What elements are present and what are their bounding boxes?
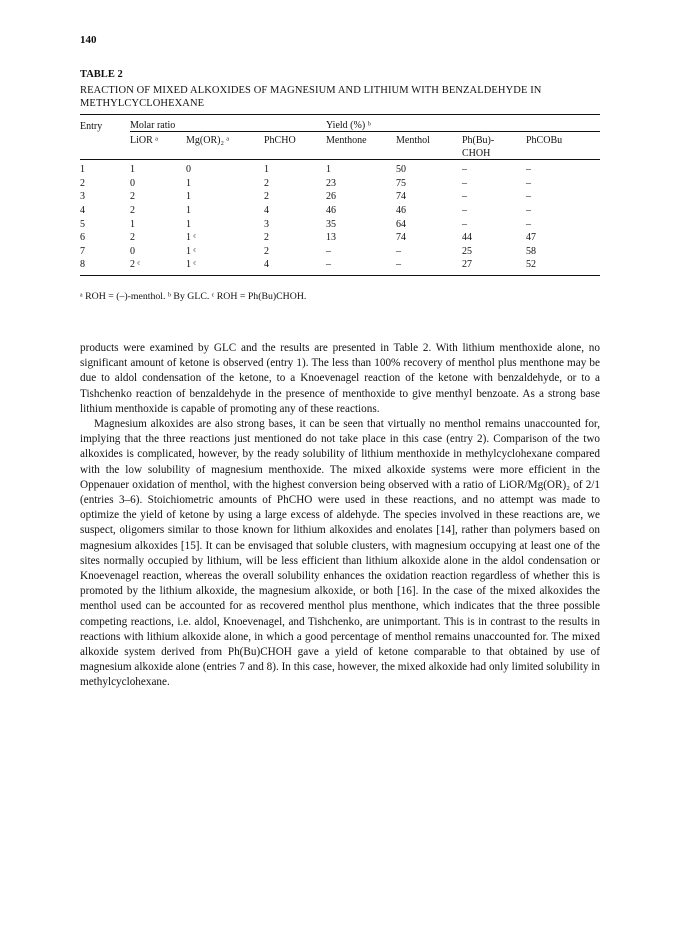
cell-lior: 2 (130, 191, 135, 203)
cell-phcobu: 47 (526, 232, 536, 244)
cell-menthone: 35 (326, 218, 336, 230)
table-row (80, 217, 600, 231)
table-row (80, 245, 600, 259)
cell-phbu: 25 (462, 245, 472, 257)
table-footnotes: ᵃ ROH = (–)-menthol. ᵇ By GLC. ᶜ ROH = Ph(Bu)CHOH. (80, 291, 307, 302)
cell-menthol: – (396, 245, 401, 257)
cell-phcho: 4 (264, 205, 269, 217)
table-row (80, 258, 600, 272)
cell-menthol: 64 (396, 218, 406, 230)
cell-phbu: – (462, 177, 467, 189)
cell-phbu: 44 (462, 232, 472, 244)
cell-mgor: 1 (186, 218, 191, 230)
header-mgor: Mg(OR)₂ ᵃ (186, 135, 230, 146)
cell-lior: 0 (130, 177, 135, 189)
cell-menthone: 46 (326, 205, 336, 217)
cell-phbu: – (462, 191, 467, 203)
results-table-body (80, 160, 600, 272)
header-menthone: Menthone (326, 135, 367, 146)
cell-entry: 1 (80, 164, 85, 176)
cell-menthone: – (326, 245, 331, 257)
cell-mgor: 1 (186, 205, 191, 217)
header-lior: LiOR ᵃ (130, 135, 159, 146)
cell-menthol: – (396, 259, 401, 271)
cell-mgor: 1 (186, 191, 191, 203)
cell-menthone: – (326, 259, 331, 271)
cell-entry: 7 (80, 245, 85, 257)
table-row (80, 231, 600, 245)
header-phbu-2: CHOH (462, 148, 491, 159)
header-phcho: PhCHO (264, 135, 296, 146)
header-phbu-1: Ph(Bu)- (462, 135, 495, 146)
header-phcobu: PhCOBu (526, 135, 563, 146)
cell-entry: 6 (80, 232, 85, 244)
cell-entry: 3 (80, 191, 85, 203)
cell-phcho: 2 (264, 245, 269, 257)
cell-phcho: 4 (264, 259, 269, 271)
cell-phcho: 1 (264, 164, 269, 176)
cell-phcobu: – (526, 191, 531, 203)
paragraph-2: Magnesium alkoxides are also strong bases, it can be seen that virtually no menthol remains unaccounted for, implying that the three reactions just mentioned do not take place in this case (entry 2). Comparison of the two alkoxides is complicated, however, by the ready solubility of lithium menthoxide in methylcyclohexane compared with the low solubility of magnesium menthoxide. The mixed alkoxide systems were more efficient in the Oppenauer oxidation of menthol, with the highest conversion being observed with a ratio of LiOR/Mg(OR)₂ of 2/1 (entries 3–6). Stoichiometric amounts of PhCHO were used in these reactions, and no attempt was made to optimize the yield of ketone by using a large excess of aldehyde. The species involved in these reactions are, we suspect, oligomers similar to those known for lithium alkoxides and enolates [14], rather than polymers based on magnesium alkoxides [15]. It can be envisaged that soluble clusters, with magnesium occupying at least one of the sites normally occupied by lithium, will be less efficient than lithium alkoxide alone in the aldol condensation or Knoevenagel reaction, whereas the overall solubility enhances the oxidation reaction regardless of whether this is promoted by the lithium alkoxide, the magnesium alkoxide, or both [16]. In the case of the mixed alkoxides the menthol used can be accounted for as recovered menthol plus menthone, which indicates that the three possible competing reactions, i.e. aldol, Knoevenagel, and Tishchenko, are unimportant. This is in contrast to the results in reactions with lithium alkoxide alone, in which a good percentage of menthol remains unaccounted for. The mixed alkoxide system derived from Ph(Bu)CHOH gave a yield of ketone comparable to that obtained by use of magnesium alkoxide alone (entries 7 and 8). In this case, however, the mixed alkoxide had only limited solubility in methylcyclohexane. (80, 418, 600, 689)
cell-menthol: 74 (396, 232, 406, 244)
table-row (80, 204, 600, 218)
body-text (80, 341, 600, 691)
table-label: TABLE 2 (80, 69, 123, 80)
cell-phcho: 3 (264, 218, 269, 230)
cell-phcobu: – (526, 177, 531, 189)
cell-phbu: – (462, 164, 467, 176)
cell-menthone: 13 (326, 232, 336, 244)
header-yield: Yield (%) ᵇ (326, 115, 600, 132)
cell-lior: 0 (130, 245, 135, 257)
page-number: 140 (80, 34, 97, 46)
cell-menthone: 26 (326, 191, 336, 203)
table-row (80, 160, 600, 177)
results-table (80, 115, 600, 159)
cell-menthone: 23 (326, 177, 336, 189)
cell-menthol: 46 (396, 205, 406, 217)
cell-phcho: 2 (264, 191, 269, 203)
paragraph-1: products were examined by GLC and the results are presented in Table 2. With lithium menthoxide alone, no significant amount of ketone is observed (entry 1). The less than 100% recovery of menthol plus menthone may be due to aldol condensation of the ketone, to a Knoevenagel reaction of the ketone with benzaldehyde, or to a Tishchenko reaction of benzaldehyde in the presence of menthoxide to give menthyl benzoate. As a strong base lithium menthoxide is capable of promoting any of these reactions. (80, 342, 600, 415)
table-bottom-rule (80, 275, 600, 276)
cell-mgor: 1 (186, 177, 191, 189)
cell-lior: 1 (130, 218, 135, 230)
cell-menthone: 1 (326, 164, 331, 176)
cell-menthol: 50 (396, 164, 406, 176)
cell-lior: 2 ᶜ (130, 259, 141, 271)
cell-phcho: 2 (264, 177, 269, 189)
header-menthol: Menthol (396, 135, 430, 146)
cell-phcobu: – (526, 218, 531, 230)
cell-mgor: 1 ᶜ (186, 259, 197, 271)
cell-entry: 5 (80, 218, 85, 230)
cell-phcobu: – (526, 205, 531, 217)
cell-entry: 2 (80, 177, 85, 189)
cell-menthol: 75 (396, 177, 406, 189)
cell-mgor: 0 (186, 164, 191, 176)
cell-phcobu: 52 (526, 259, 536, 271)
cell-lior: 2 (130, 205, 135, 217)
cell-mgor: 1 ᶜ (186, 245, 197, 257)
cell-lior: 2 (130, 232, 135, 244)
header-entry: Entry (80, 120, 103, 132)
cell-menthol: 74 (396, 191, 406, 203)
data-table (80, 114, 600, 276)
header-molar-ratio: Molar ratio (130, 115, 326, 132)
cell-phbu: – (462, 218, 467, 230)
table-row (80, 190, 600, 204)
cell-mgor: 1 ᶜ (186, 232, 197, 244)
cell-lior: 1 (130, 164, 135, 176)
cell-entry: 4 (80, 205, 85, 217)
cell-phbu: 27 (462, 259, 472, 271)
cell-phcho: 2 (264, 232, 269, 244)
table-caption: REACTION OF MIXED ALKOXIDES OF MAGNESIUM AND LITHIUM WITH BENZALDEHYDE IN METHYLCYCLOHEXANE (80, 85, 542, 109)
cell-entry: 8 (80, 259, 85, 271)
table-row (80, 177, 600, 191)
cell-phcobu: 58 (526, 245, 536, 257)
cell-phbu: – (462, 205, 467, 217)
cell-phcobu: – (526, 164, 531, 176)
